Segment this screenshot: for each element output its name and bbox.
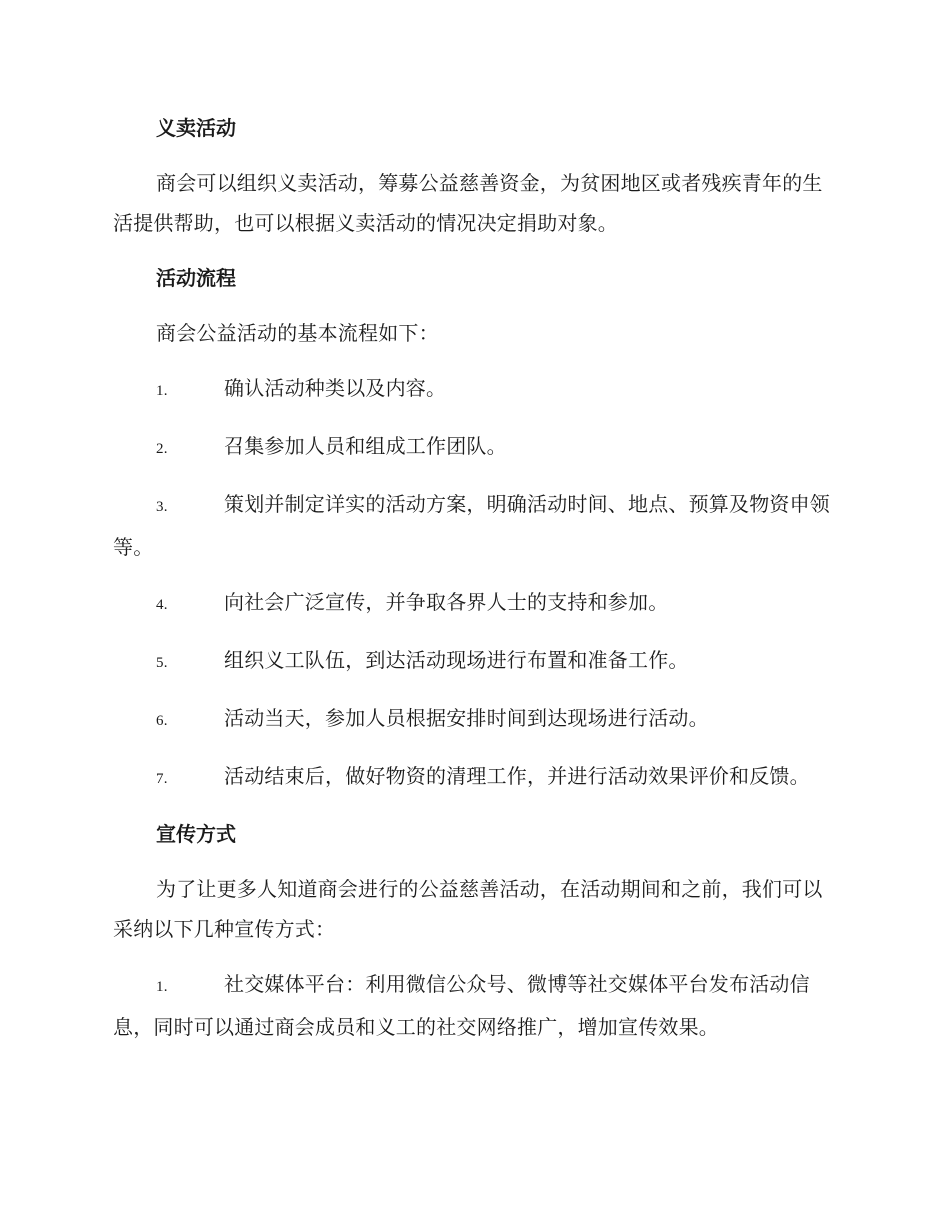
list-item-number: 3. [156,499,168,515]
list-item-text: 活动结束后，做好物资的清理工作，并进行活动效果评价和反馈。 [224,764,810,788]
list-item-number: 7. [156,771,168,787]
list-item [113,368,833,411]
list-item-number: 5. [156,655,168,671]
list-item [113,582,833,625]
list-item-number: 6. [156,713,168,729]
section-heading-charity-sale: 义卖活动 [156,116,236,140]
list-item-text: 活动当天，参加人员根据安排时间到达现场进行活动。 [224,706,709,730]
list-item-text: 社交媒体平台：利用微信公众号、微博等社交媒体平台发布活动信息，同时可以通过商会成员和义工的社交网络推广，增加宣传效果。 [113,972,810,1039]
list-item-text: 组织义工队伍，到达活动现场进行布置和准备工作。 [224,648,689,672]
list-item [113,698,833,741]
publicity-intro-paragraph: 为了让更多人知道商会进行的公益慈善活动，在活动期间和之前，我们可以采纳以下几种宣传方式： [113,877,823,941]
list-item-number: 4. [156,597,168,613]
list-item-number: 1. [156,383,168,399]
list-item [113,484,833,567]
document-body [113,108,833,1062]
section-heading-publicity-methods: 宣传方式 [156,822,236,846]
list-item-text: 策划并制定详实的活动方案，明确活动时间、地点、预算及物资申领等。 [113,492,830,559]
section-heading-activity-process: 活动流程 [156,266,236,290]
list-item-number: 1. [156,979,168,995]
list-item-number: 2. [156,441,168,457]
charity-sale-paragraph: 商会可以组织义卖活动，筹募公益慈善资金，为贫困地区或者残疾青年的生活提供帮助，也可以根据义卖活动的情况决定捐助对象。 [113,171,823,235]
list-item-text: 向社会广泛宣传，并争取各界人士的支持和参加。 [224,590,669,614]
list-item-text: 召集参加人员和组成工作团队。 [224,434,507,458]
process-intro-paragraph: 商会公益活动的基本流程如下： [156,321,439,345]
list-item [113,756,833,799]
list-item [113,640,833,683]
list-item-text: 确认活动种类以及内容。 [224,376,447,400]
list-item [113,426,833,469]
list-item [113,964,833,1047]
